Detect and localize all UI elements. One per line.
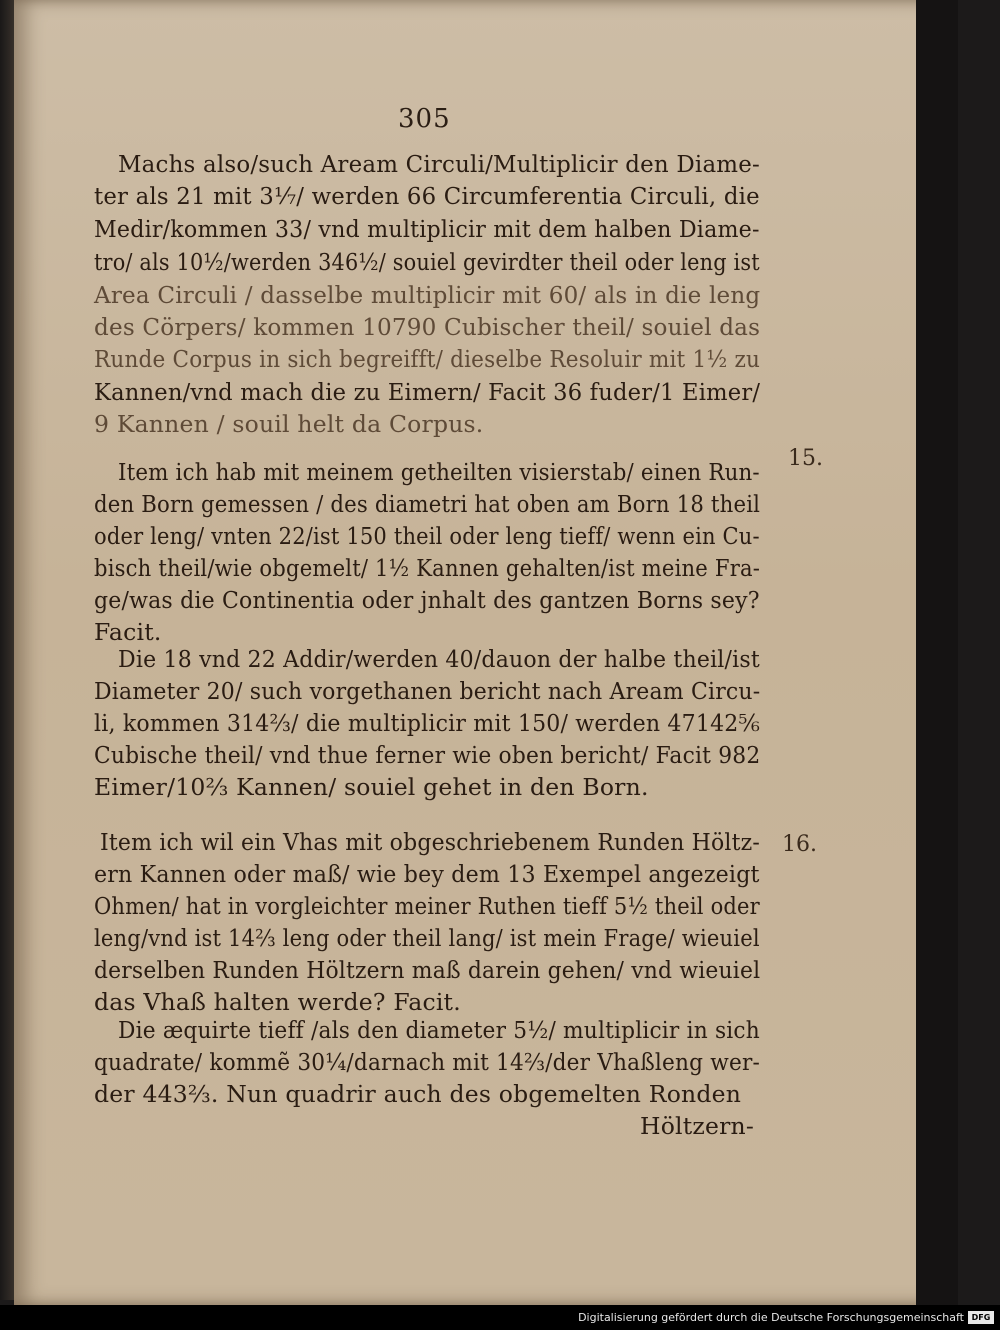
- text-line: oder leng/ vnten 22/ist 150 theil oder leng tieff/ wenn ein Cu-: [94, 522, 760, 550]
- text-line: li, kommen 314⅔/ die multiplicir mit 150/ werden 47142⅚: [94, 709, 761, 737]
- text-line: Medir/kommen 33/ vnd multiplicir mit dem halben Diame-: [94, 215, 760, 243]
- text-line: Facit.: [94, 618, 162, 646]
- text-line: ge/was die Continentia oder jnhalt des gantzen Borns sey?: [94, 586, 760, 614]
- text-line: Ohmen/ hat in vorgleichter meiner Ruthen tieff 5½ theil oder: [94, 892, 760, 920]
- text-line: Machs also/such Aream Circuli/Multiplicir den Diame-: [118, 150, 760, 178]
- page-edge-shadow: [916, 0, 958, 1305]
- margin-number: 16.: [782, 832, 817, 857]
- text-line: Area Circuli / dasselbe multiplicir mit 60/ als in die leng: [94, 281, 761, 309]
- text-line: Runde Corpus in sich begreifft/ dieselbe Resoluir mit 1½ zu: [94, 345, 761, 373]
- text-line: das Vhaß halten werde? Facit.: [94, 988, 461, 1016]
- text-line: Item ich wil ein Vhas mit obgeschriebenem Runden Höltz-: [100, 828, 761, 856]
- text-line: der 443⅔. Nun quadrir auch des obgemelten Ronden: [94, 1080, 742, 1108]
- text-line: ter als 21 mit 3⅐/ werden 66 Circumferentia Circuli, die: [94, 182, 760, 210]
- text-line: Diameter 20/ such vorgethanen bericht nach Aream Circu-: [94, 677, 761, 705]
- text-line: bisch theil/wie obgemelt/ 1½ Kannen gehalten/ist meine Fra-: [94, 554, 761, 582]
- text-line: Kannen/vnd mach die zu Eimern/ Facit 36 fuder/1 Eimer/: [94, 378, 761, 406]
- text-line: Die æquirte tieff /als den diameter 5½/ multiplicir in sich: [118, 1016, 760, 1044]
- text-line: leng/vnd ist 14⅔ leng oder theil lang/ ist mein Frage/ wieuiel: [94, 924, 760, 952]
- footer-bar: [0, 1305, 1000, 1330]
- text-line: 9 Kannen / souil helt da Corpus.: [94, 410, 484, 438]
- text-line: Cubische theil/ vnd thue ferner wie oben bericht/ Facit 982: [94, 741, 761, 769]
- text-line: quadrate/ kommẽ 30¼/darnach mit 14⅔/der Vhaßleng wer-: [94, 1048, 760, 1076]
- text-line: Eimer/10⅔ Kannen/ souiel gehet in den Born.: [94, 773, 649, 801]
- text-line: den Born gemessen / des diametri hat oben am Born 18 theil: [94, 490, 761, 518]
- text-line: Item ich hab mit meinem getheilten visierstab/ einen Run-: [118, 458, 760, 486]
- text-line: Höltzern-: [640, 1112, 754, 1140]
- dfg-logo-badge[interactable]: DFG: [968, 1311, 994, 1324]
- text-line: derselben Runden Höltzern maß darein gehen/ vnd wieuiel: [94, 956, 761, 984]
- text-line: tro/ als 10½/werden 346½/ souiel gevirdter theil oder leng ist: [94, 248, 760, 276]
- text-line: des Cörpers/ kommen 10790 Cubischer theil/ souiel das: [94, 313, 761, 341]
- margin-number: 15.: [788, 446, 823, 471]
- page-number: 305: [398, 104, 451, 134]
- footer-credit: Digitalisierung gefördert durch die Deutsche Forschungsgemeinschaft: [578, 1311, 964, 1324]
- text-line: ern Kannen oder maß/ wie bey dem 13 Exempel angezeigt: [94, 860, 760, 888]
- text-line: Die 18 vnd 22 Addir/werden 40/dauon der halbe theil/ist: [118, 645, 760, 673]
